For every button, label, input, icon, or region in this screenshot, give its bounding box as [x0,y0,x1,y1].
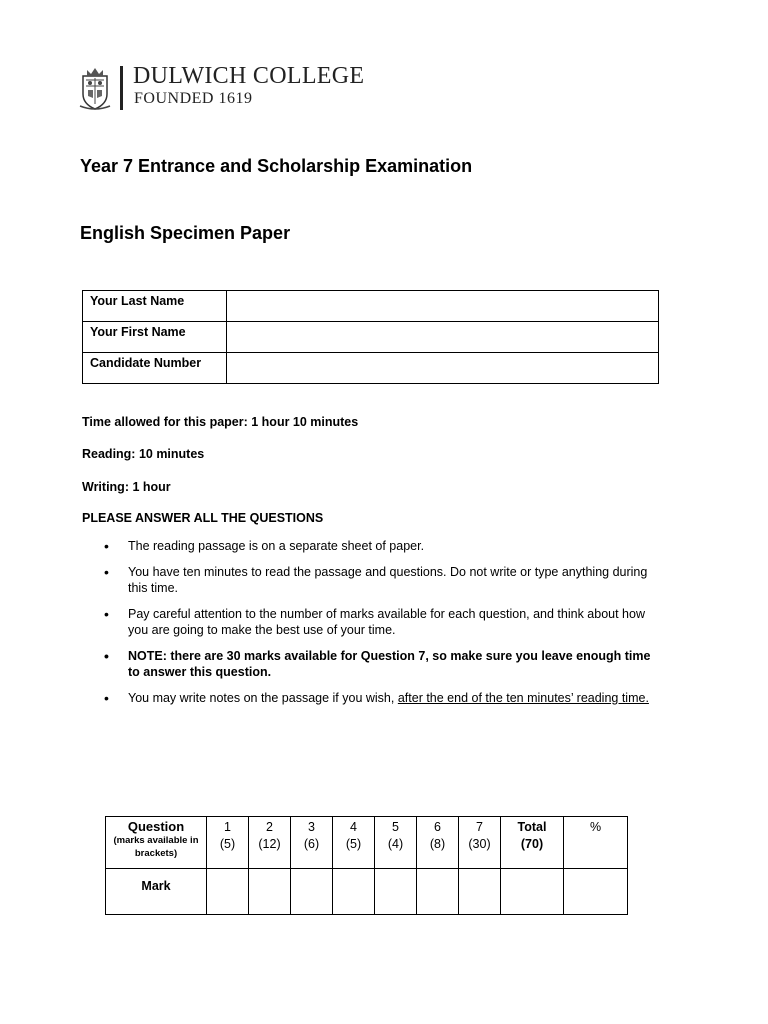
question-header: Question [127,819,185,834]
percent-cell [564,817,628,869]
question-marks: (5) [219,837,236,851]
instructions-list [82,538,652,716]
mark-label: Mark [141,879,171,893]
question-subheader: (marks available in brackets) [113,835,199,859]
reading-time: Reading: 10 minutes [82,447,205,461]
list-item [82,648,652,680]
bullet-icon: • [104,538,109,554]
table-row [83,322,659,353]
question-cell [459,817,501,869]
question-marks: (8) [429,837,446,851]
table-row [106,869,628,915]
table-row [106,817,628,869]
bullet-icon: • [104,564,109,580]
question-marks: (5) [345,837,362,851]
question-number: 6 [434,820,441,834]
question-number: 1 [224,820,231,834]
question-marks: (6) [303,837,320,851]
college-crest-icon [79,66,111,110]
total-marks: (70) [520,837,544,851]
question-marks: (30) [468,837,491,851]
first-name-field[interactable] [227,322,659,353]
question-number: 7 [476,820,483,834]
exam-title: Year 7 Entrance and Scholarship Examination [80,156,473,176]
logo-divider [120,66,123,110]
marks-table [105,816,628,915]
bullet-text: Pay careful attention to the number of marks available for each question, and think about how you are going to make the best use of your time. [128,607,645,637]
bullet-icon: • [104,690,109,706]
question-number: 4 [350,820,357,834]
question-marks: (12) [258,837,281,851]
percent-label: % [589,820,602,834]
mark-entry-cell[interactable] [249,869,291,915]
percent-entry-cell[interactable] [564,869,628,915]
mark-entry-cell[interactable] [375,869,417,915]
bullet-icon: • [104,606,109,622]
question-cell [417,817,459,869]
question-cell [249,817,291,869]
mark-entry-cell[interactable] [207,869,249,915]
mark-entry-cell[interactable] [291,869,333,915]
bullet-text: You may write notes on the passage if you wish, [128,691,398,705]
first-name-label: Your First Name [83,322,227,353]
last-name-field[interactable] [227,291,659,322]
table-row [83,291,659,322]
question-marks: (4) [387,837,404,851]
question-number: 2 [266,820,273,834]
total-label: Total [517,820,547,834]
table-row [83,353,659,384]
bullet-text-underlined: after the end of the ten minutes’ reading time. [397,691,649,705]
question-number: 5 [392,820,399,834]
bullet-text: The reading passage is on a separate sheet of paper. [128,539,425,553]
question-cell [291,817,333,869]
question-cell [375,817,417,869]
question-cell [207,817,249,869]
list-item [82,538,652,554]
total-cell [501,817,564,869]
mark-entry-cell[interactable] [417,869,459,915]
bullet-text: NOTE: there are 30 marks available for Question 7, so make sure you leave enough time to answer this question. [128,649,651,679]
total-entry-cell[interactable] [501,869,564,915]
question-number: 3 [308,820,315,834]
bullet-text: You have ten minutes to read the passage and questions. Do not write or type anything during this time. [128,565,648,595]
list-item [82,690,652,706]
question-cell [333,817,375,869]
candidate-number-label: Candidate Number [83,353,227,384]
last-name-label: Your Last Name [83,291,227,322]
instruction-heading: PLEASE ANSWER ALL THE QUESTIONS [82,511,324,525]
bullet-icon: • [104,648,109,664]
time-allowed: Time allowed for this paper: 1 hour 10 minutes [82,415,359,429]
mark-entry-cell[interactable] [459,869,501,915]
founded-year: FOUNDED 1619 [134,90,253,107]
college-name: DULWICH COLLEGE [133,63,365,89]
question-header-cell [106,817,207,869]
mark-entry-cell[interactable] [333,869,375,915]
college-logo [79,63,399,112]
candidate-details-table [82,290,659,384]
list-item [82,564,652,596]
candidate-number-field[interactable] [227,353,659,384]
mark-label-cell [106,869,207,915]
writing-time: Writing: 1 hour [82,480,171,494]
list-item [82,606,652,638]
paper-subtitle: English Specimen Paper [80,223,291,243]
